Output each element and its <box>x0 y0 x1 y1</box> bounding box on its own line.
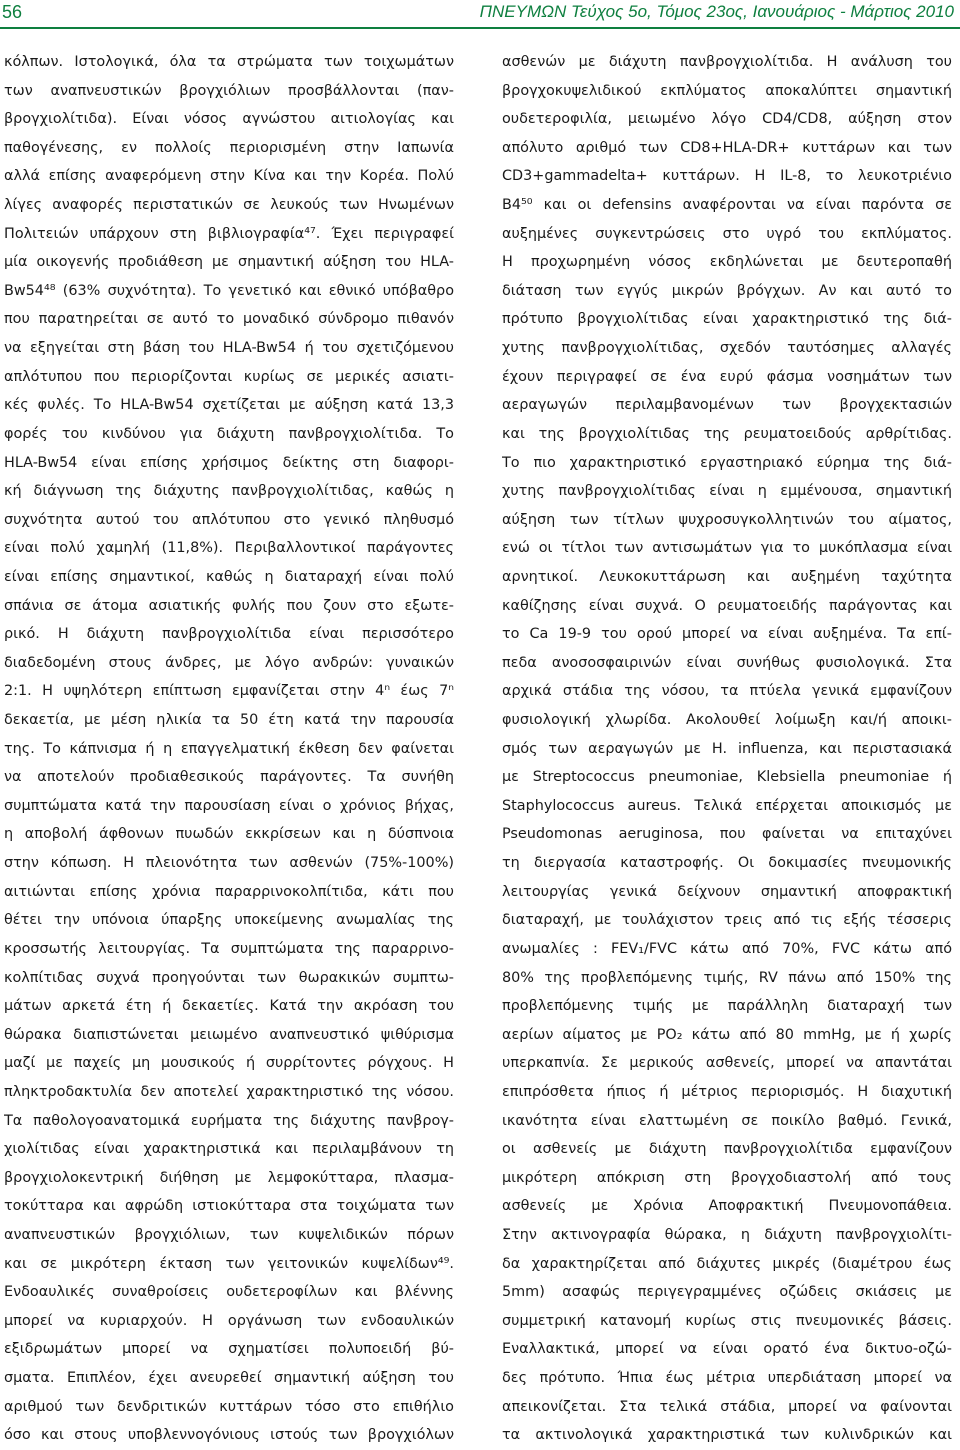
left-column-line: η αποβολή άφθονων πυωδών εκκρίσεων και η δύσπνοια <box>4 826 454 843</box>
right-column-line: Η προχωρημένη νόσος εκδηλώνεται με δευτεροπαθή <box>502 254 952 271</box>
left-column-line: συμπτώματα κατά την παρουσίαση είναι ο χρόνιος βήχας, <box>4 797 454 814</box>
right-column-line: σμός των αεραγωγών με H. influenza, και περιστασιακά <box>502 740 952 757</box>
right-column-line: ικανότητα είναι ελαττωμένη σε ποικίλο βαθμό. Γενικά, <box>502 1112 952 1129</box>
right-column-line: δα χαρακτηρίζεται από διάχυτες μικρές (διαμέτρου έως <box>502 1255 952 1272</box>
right-column-line: Εναλλακτικά, μπορεί να είναι ορατό ένα δικτυο-οζώ- <box>502 1341 952 1358</box>
left-column-line: βρογχιολίτιδα). Είναι νόσος αγνώστου αιτιολογίας και <box>4 111 454 128</box>
right-column-line: αεραγωγών περιλαμβανομένων των βρογχεκτασιών <box>502 397 952 414</box>
right-column-line: μικρότερη απόκριση στη βρογχοδιαστολή από τους <box>502 1169 952 1186</box>
left-column-line: σπάνια σε άτομα ασιατικής φυλής που ζουν στο εξωτε- <box>4 597 454 614</box>
left-column-line: στην κόπωση. Η πλειονότητα των ασθενών (75%-100%) <box>4 855 454 872</box>
right-column-line: επιπρόσθετα ήπιος ή μέτριος περιορισμός. Η διαχυτική <box>502 1083 952 1100</box>
right-column-line: Στην ακτινογραφία θώρακα, η διάχυτη πανβρογχιολίτι- <box>502 1226 952 1243</box>
left-column-line: σματα. Επιπλέον, έχει ανευρεθεί σημαντική αύξηση του <box>4 1370 454 1387</box>
right-column-line: αύξηση των τίτλων ψυχροσυγκολλητινών του αίματος, <box>502 511 952 528</box>
right-column-line: αρνητικοί. Λευκοκυττάρωση και αυξημένη ταχύτητα <box>502 568 952 585</box>
left-column-line: είναι πολύ χαμηλή (11,8%). Περιβαλλοντικοί παράγοντες <box>4 540 454 557</box>
right-column-line: και της βρογχιολίτιδας της ρευματοειδούς αρθρίτιδας. <box>502 425 952 442</box>
left-column-line: μία οικογενής προδιάθεση με σημαντική αύξηση του HLA- <box>4 254 454 271</box>
page-number: 56 <box>2 2 23 22</box>
right-column-line: ενώ οι τίτλοι των αντισωμάτων για το μυκόπλασμα είναι <box>502 540 952 557</box>
right-column-line: απόλυτο αριθμό των CD8+HLA-DR+ κυττάρων και των <box>502 139 952 156</box>
right-column-line: CD3+gammadelta+ κυττάρων. Η IL-8, το λευκοτριένιο <box>502 168 952 185</box>
left-column-line: μπορεί να κυριαρχούν. Η οργάνωση των ενδοαυλικών <box>4 1312 454 1329</box>
right-column-line: το Ca 19-9 του ορού μπορεί να είναι αυξημένα. Τα επί- <box>502 626 952 643</box>
right-column-line: ασθενείς με Χρόνια Αποφρακτική Πνευμονοπάθεια. <box>502 1198 952 1215</box>
left-column-line: Ενδοαυλικές συναθροίσεις ουδετεροφίλων και βλέννης <box>4 1284 454 1301</box>
left-column-line: αλλά επίσης αναφερόμενη στην Κίνα και την Κορέα. Πολύ <box>4 168 454 185</box>
right-column-line: υπερκαπνία. Σε μερικούς ασθενείς, μπορεί να απαντάται <box>502 1055 952 1072</box>
right-column-line: πεδα ανοσοσφαιρινών είναι συνήθως φυσιολογικά. Στα <box>502 654 952 671</box>
left-column-line: φορές του κινδύνου για διάχυτη πανβρογχιολίτιδα. Το <box>4 425 454 442</box>
left-column-line: δεκαετία, με μέση ηλικία τα 50 έτη κατά την παρουσία <box>4 712 454 729</box>
right-column-line: Το πιο χαρακτηριστικό εργαστηριακό εύρημα της διά- <box>502 454 952 471</box>
left-column-line: ρικό. Η διάχυτη πανβρογχιολίτιδα είναι περισσότερο <box>4 626 454 643</box>
right-column-line: βρογχοκυψελιδικού εκπλύματος αποκαλύπτει σημαντική <box>502 82 952 99</box>
right-column-line: 80% της προβλεπόμενης τιμής, RV πάνω από 150% της <box>502 969 952 986</box>
left-column-line: HLA-Bw54 είναι επίσης χρήσιμος δείκτης στη διαφορι- <box>4 454 454 471</box>
left-column-line: να εξηγείται στη βάση του HLA-Bw54 ή του σχετιζόμενου <box>4 340 454 357</box>
right-column-line: αερίων αίματος με PO₂ κάτω από 80 mmHg, με ή χωρίς <box>502 1026 952 1043</box>
left-column-line: όσο και στους υποβλεννογόνιους ιστούς των βρογχιόλων <box>4 1427 454 1444</box>
right-column-line: φυσιολογική χλωρίδα. Ακολουθεί λοίμωξη και/ή αποικι- <box>502 712 952 729</box>
left-column-line: κόλπων. Ιστολογικά, όλα τα στρώματα των τοιχωμάτων <box>4 54 454 70</box>
left-column-line: τοκύτταρα και αφρώδη ιστιοκύτταρα στα τοιχώματα των <box>4 1198 454 1215</box>
left-column <box>4 48 454 1450</box>
right-column-line: ασθενών με διάχυτη πανβρογχιολίτιδα. Η ανάλυση του <box>502 54 952 70</box>
right-column-line: έχουν περιγραφεί σε ένα ευρύ φάσμα νοσημάτων των <box>502 368 952 385</box>
left-column-line: είναι επίσης σημαντικοί, καθώς η διαταραχή είναι πολύ <box>4 568 454 585</box>
left-column-line: αιτιώνται επίσης χρόνια παραρρινοκολπίτιδα, κάτι που <box>4 883 454 900</box>
right-column-line: δες πρότυπο. Ήπια έως μέτρια υπερδιάταση μπορεί να <box>502 1370 952 1387</box>
left-column-line: Τα παθολογοανατομικά ευρήματα της διάχυτης πανβρογ- <box>4 1112 454 1129</box>
left-column-line: κροσσωτής λειτουργίας. Τα συμπτώματα της παραρρινο- <box>4 940 454 957</box>
right-column-line: ουδετεροφιλία, μειωμένο λόγο CD4/CD8, αύξηση στον <box>502 111 952 128</box>
right-column-line: χυτης πανβρογχιολίτιδας, σχεδόν ταυτόσημες αλλαγές <box>502 340 952 357</box>
left-column-line: 2:1. Η υψηλότερη επίπτωση εμφανίζεται στην 4ⁿ έως 7ⁿ <box>4 683 454 700</box>
right-column-line: τη διεργασία καταστροφής. Οι δοκιμασίες πνευμονικής <box>502 855 952 872</box>
left-column-line: που παρατηρείται σε αυτό το μοναδικό σύνδρομο πιθανόν <box>4 311 454 328</box>
left-column-line: των αναπνευστικών βρογχιόλιων προσβάλλονται (παν- <box>4 82 454 99</box>
right-column-line: 5mm) ασαφώς περιγεγραμμένες οζώδεις σκιάσεις με <box>502 1284 952 1301</box>
right-column-line: αρχικά στάδια της νόσου, τα πτύελα γενικά εμφανίζουν <box>502 683 952 700</box>
left-column-line: διαδεδομένη στους άνδρες, με λόγο ανδρών: γυναικών <box>4 654 454 671</box>
left-column-line: αναπνευστικών βρογχιόλιων, των κυψελιδικών πόρων <box>4 1226 454 1243</box>
right-column-line: προβλεπόμενης τιμής με παράλληλη διαταραχή των <box>502 998 952 1015</box>
right-column-line: με Streptococcus pneumoniae, Klebsiella pneumoniae ή <box>502 769 952 786</box>
left-column-line: θέτει την υπόνοια ύπαρξης υποκείμενης ανωμαλίας της <box>4 912 454 929</box>
right-column-line: οι ασθενείς με διάχυτη πανβρογχιολίτιδα εμφανίζουν <box>502 1141 952 1158</box>
left-column-line: παθογένεσης, εν πολλοίς περιορισμένη στην Ιαπωνία <box>4 139 454 156</box>
header-rule <box>0 27 960 29</box>
left-column-line: βρογχιολοκεντρική διήθηση με λεμφοκύτταρα, πλασμα- <box>4 1169 454 1186</box>
left-column-line: να αποτελούν προδιαθεσικούς παράγοντες. Τα συνήθη <box>4 769 454 786</box>
right-column <box>502 48 952 1450</box>
right-column-line: Staphylococcus aureus. Τελικά επέρχεται αποικισμός με <box>502 797 952 814</box>
right-column-line: ανωμαλίες : FEV₁/FVC κάτω από 70%, FVC κάτω από <box>502 940 952 957</box>
left-column-line: Bw54⁴⁸ (63% συχνότητα). Το γενετικό και εθνικό υπόβαθρο <box>4 282 454 299</box>
left-column-line: εξιδρωμάτων μπορεί να σχηματίσει πολυποειδή βύ- <box>4 1341 454 1358</box>
left-column-line: της. Το κάπνισμα ή η επαγγελματική έκθεση δεν φαίνεται <box>4 740 454 757</box>
right-column-line: τα ακτινολογικά χαρακτηριστικά των κυλινδρικών και <box>502 1427 952 1444</box>
page-header <box>0 0 960 28</box>
right-column-line: καθίζησης είναι συχνά. Ο ρευματοειδής παράγοντας και <box>502 597 952 614</box>
left-column-line: θώρακα διαπιστώνεται μειωμένο αναπνευστικό ψιθύρισμα <box>4 1026 454 1043</box>
right-column-line: B4⁵⁰ και οι defensins αναφέρονται να είναι παρόντα σε <box>502 197 952 214</box>
right-column-line: χυτης πανβρογχιολίτιδας είναι η εμμένουσα, σημαντική <box>502 483 952 500</box>
left-column-line: αριθμού των δενδριτικών κυττάρων τόσο στο επιθήλιο <box>4 1398 454 1415</box>
left-column-line: και σε μικρότερη έκταση των γειτονικών κυψελίδων⁴⁹. <box>4 1255 454 1272</box>
left-column-line: Πολιτειών υπάρχουν στη βιβλιογραφία⁴⁷. Έχει περιγραφεί <box>4 225 454 242</box>
left-column-line: πληκτροδακτυλία δεν αποτελεί χαρακτηριστικό της νόσου. <box>4 1083 454 1100</box>
right-column-line: Pseudomonas aeruginosa, που φαίνεται να επιταχύνει <box>502 826 952 843</box>
left-column-line: συχνότητα αυτού του απλότυπου στο γενικό πληθυσμό <box>4 511 454 528</box>
left-column-line: κές φυλές. Το HLA-Bw54 σχετίζεται με αύξηση κατά 13,3 <box>4 397 454 414</box>
journal-title: ΠΝΕΥΜΩΝ Τεύχος 5ο, Τόμος 23ος, Ιανουάριος - Μάρτιος 2010 <box>479 2 954 21</box>
left-column-line: κολπίτιδας συχνά προηγούνται των θωρακικών συμπτω- <box>4 969 454 986</box>
left-column-line: χιολίτιδας είναι χαρακτηριστικά και περιλαμβάνουν τη <box>4 1141 454 1158</box>
left-column-line: λίγες αναφορές περιστατικών σε λευκούς των Ηνωμένων <box>4 197 454 214</box>
right-column-line: συμμετρική κατανομή κυρίως στις πνευμονικές βάσεις. <box>502 1312 952 1329</box>
left-column-line: μαζί με παχείς μη μουσικούς ή συρρίτοντες ρόγχους. Η <box>4 1055 454 1072</box>
right-column-line: διάταση των εγγύς μικρών βρόγχων. Αν και αυτό το <box>502 282 952 299</box>
right-column-line: διαταραχή, με τουλάχιστον τρεις από τις εξής τέσσερις <box>502 912 952 929</box>
left-column-line: απλότυπου που περιορίζονται κυρίως σε μερικές ασιατι- <box>4 368 454 385</box>
right-column-line: πρότυπο βρογχιολίτιδας είναι χαρακτηριστικό της διά- <box>502 311 952 328</box>
left-column-line: μάτων αρκετά έτη ή δεκαετίες. Κατά την ακρόαση του <box>4 998 454 1015</box>
left-column-line: κή διάγνωση της διάχυτης πανβρογχιολίτιδας, καθώς η <box>4 483 454 500</box>
right-column-line: λειτουργίας γενικά δείχνουν σημαντική αποφρακτική <box>502 883 952 900</box>
right-column-line: απεικονίζεται. Στα τελικά στάδια, μπορεί να φαίνονται <box>502 1398 952 1415</box>
right-column-line: αυξημένες συγκεντρώσεις στο υγρό του εκπλύματος. <box>502 225 952 242</box>
